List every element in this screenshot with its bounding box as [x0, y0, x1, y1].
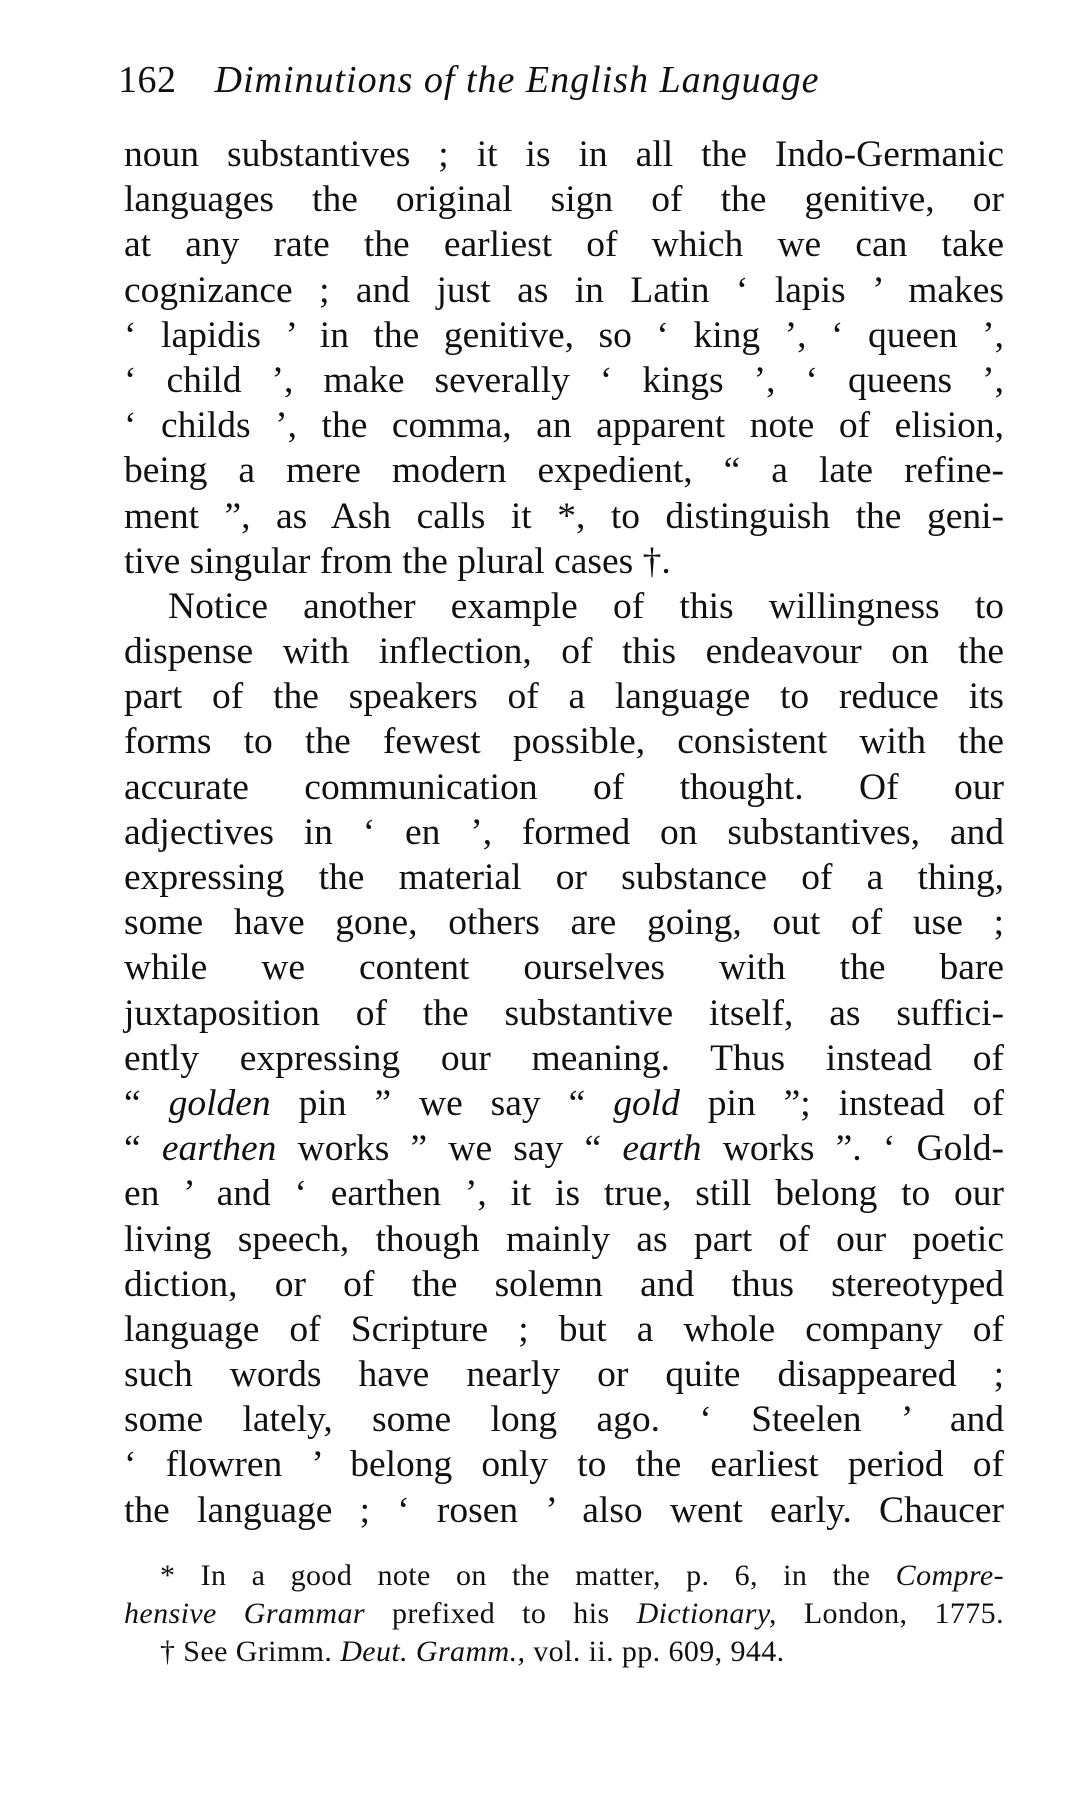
footnote-text: † See Grimm.: [160, 1634, 333, 1668]
footnotes: [124, 1557, 1004, 1671]
text-run: works ”. ‘ Gold-: [722, 1128, 1005, 1170]
text-line: expressing the material or substance of a thing,: [124, 857, 1004, 898]
text-line: diction, or of the solemn and thus stereotyped: [124, 1263, 1004, 1305]
footnote-text: London, 1775.: [803, 1596, 1004, 1630]
text-line: such words have nearly or quite disappeared ;: [124, 1354, 1004, 1396]
text-line: en ’ and ‘ earthen ’, it is true, still belong to our: [124, 1173, 1004, 1215]
text-line: juxtaposition of the substantive itself, as suffici-: [124, 992, 1004, 1034]
text-line: noun substantives ; it is in all the Indo-Germanic: [124, 134, 1004, 175]
text-line: at any rate the earliest of which we can take: [124, 224, 1004, 266]
footnote-italic: Compre-: [895, 1558, 1004, 1592]
italic-word: earth: [622, 1128, 702, 1170]
text-line-with-italics: [124, 1081, 1004, 1126]
paragraph-end-line: tive singular from the plural cases †.: [124, 540, 671, 582]
text-line: language of Scripture ; but a whole company of: [124, 1308, 1004, 1350]
open-quote: “: [124, 1128, 141, 1170]
book-page: [118, 50, 1005, 1671]
footnote-italic: Dictionary,: [636, 1596, 777, 1630]
footnote-text: prefixed to his: [391, 1596, 610, 1630]
paragraph-start-line: Notice another example of this willingness to: [168, 585, 1004, 627]
text-line: ‘ flowren ’ belong only to the earliest period of: [124, 1444, 1004, 1486]
open-quote: “: [124, 1082, 141, 1124]
italic-word: earthen: [161, 1128, 277, 1170]
text-line: adjectives in ‘ en ’, formed on substantives, and: [124, 811, 1004, 853]
page-number: 162: [118, 59, 177, 101]
text-line: some lately, some long ago. ‘ Steelen ’ and: [124, 1399, 1004, 1441]
footnote-text: * In a good note on the matter, p. 6, in the: [160, 1558, 871, 1592]
text-line: ently expressing our meaning. Thus instead of: [124, 1037, 1004, 1079]
text-line: ‘ child ’, make severally ‘ kings ’, ‘ queens ’,: [124, 359, 1004, 401]
text-line: while we content ourselves with the bare: [124, 947, 1004, 989]
text-line: some have gone, others are going, out of use ;: [124, 902, 1004, 944]
text-line: dispense with inflection, of this endeavour on the: [124, 631, 1004, 673]
footnote-1-line-1: [124, 1557, 1004, 1595]
text-line: the language ; ‘ rosen ’ also went early. Chaucer: [124, 1489, 1004, 1531]
text-line: ‘ childs ’, the comma, an apparent note of elision,: [124, 405, 1004, 447]
text-run: pin ”; instead of: [707, 1082, 1005, 1124]
running-title: Diminutions of the English Language: [214, 59, 820, 101]
footnote-1-line-2: [124, 1595, 1004, 1633]
text-line: forms to the fewest possible, consistent with the: [124, 721, 1004, 763]
text-line: part of the speakers of a language to reduce its: [124, 676, 1004, 718]
text-line: being a mere modern expedient, “ a late refine-: [124, 450, 1004, 492]
text-line-with-italics: [124, 1126, 1004, 1171]
text-line: living speech, though mainly as part of our poetic: [124, 1218, 1004, 1260]
text-line: accurate communication of thought. Of our: [124, 766, 1004, 808]
text-line: cognizance ; and just as in Latin ‘ lapis ’ makes: [124, 269, 1004, 311]
running-head: [118, 50, 1004, 110]
footnote-2: [124, 1633, 1004, 1671]
text-line: languages the original sign of the genitive, or: [124, 179, 1004, 221]
text-line: ‘ lapidis ’ in the genitive, so ‘ king ’, ‘ queen ’,: [124, 314, 1004, 356]
footnote-text: vol. ii. pp. 609, 944.: [533, 1634, 785, 1668]
footnote-italic: Deut. Gramm.,: [340, 1634, 526, 1668]
text-line: ment ”, as Ash calls it *, to distinguish the geni-: [124, 495, 1004, 537]
body-text: [124, 132, 1004, 1533]
text-run: pin ” we say “: [298, 1082, 586, 1124]
footnote-italic: hensive Grammar: [124, 1596, 365, 1630]
text-run: works ” we say “: [297, 1128, 602, 1170]
italic-word: golden: [168, 1082, 271, 1124]
italic-word: gold: [613, 1082, 680, 1124]
